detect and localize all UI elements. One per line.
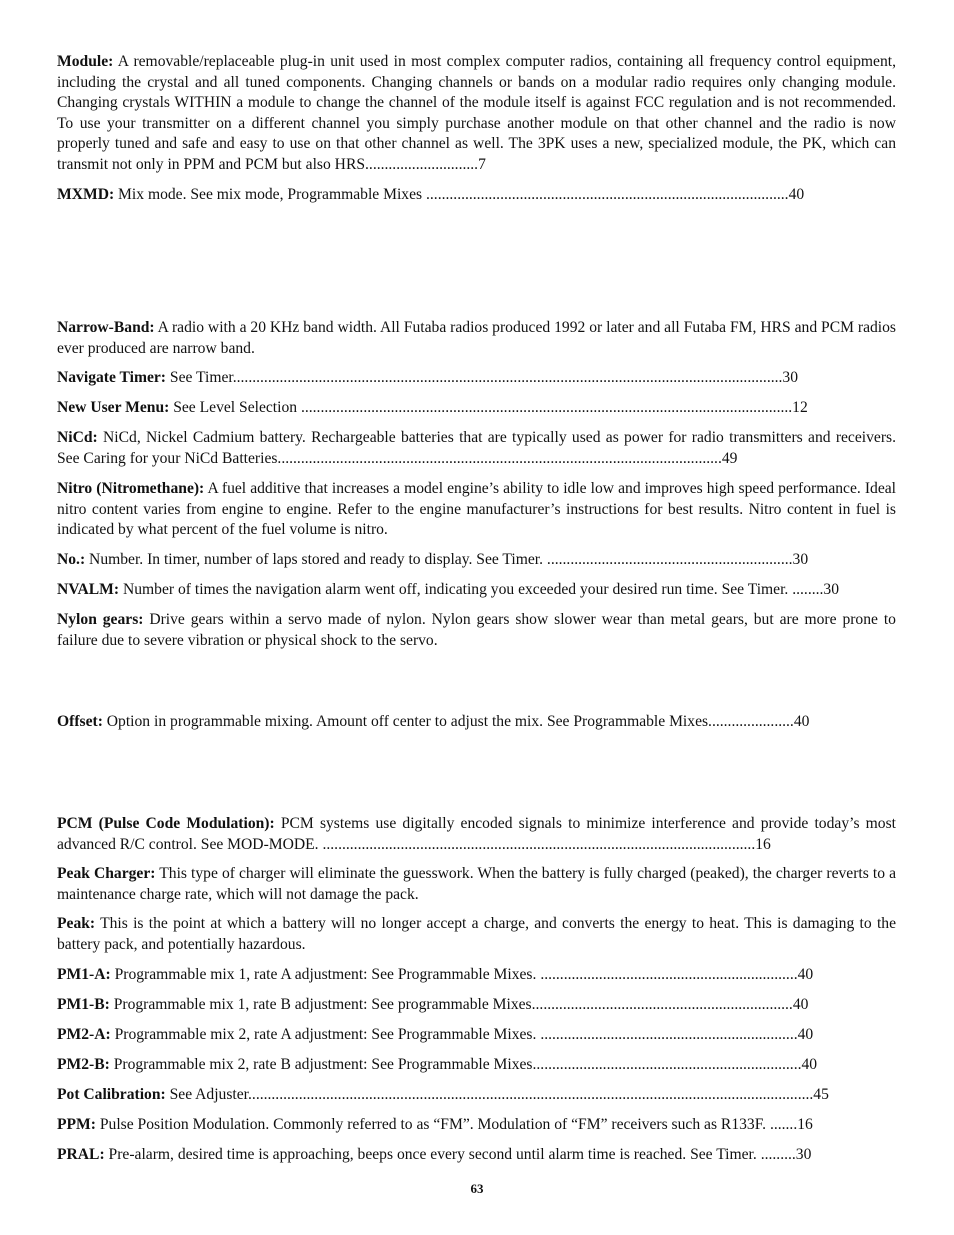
entry-definition: Programmable mix 2, rate A adjustment: See Programmable Mixes. [110,1026,541,1043]
glossary-entry-navigate-timer: Navigate Timer: See Timer.............................................................................................................................................30 [57,369,799,386]
glossary-entry-peak [57,914,896,955]
entry-definition: Programmable mix 2, rate B adjustment: See Programmable Mixes. [109,1056,537,1073]
glossary-entry-pot-calibration: Pot Calibration: See Adjuster.................................................................................................................................................45 [57,1086,829,1103]
entry-page-ref: 40 [797,1026,814,1043]
entry-page-ref: 30 [782,369,799,386]
glossary-entry-nicd: NiCd: NiCd, Nickel Cadmium battery. Rechargeable batteries that are typically used as power for radio transmitters and receivers. See Caring for your NiCd Batteries..................................................................................................................49 [57,429,896,467]
entry-term: PM1-A: [57,966,111,983]
glossary-entry-module: Module: A removable/replaceable plug-in unit used in most complex computer radios, containing all frequency control equipment, including the crystal and all tuned components. Changing channels or bands on a modular radio requires only changing module. Changing crystals WITHIN a module to change the channel of the module itself is against FCC regulation and is not recommended. To use your transmitter on a different channel you simply purchase another module on that other channel and the radio is now properly tuned and safe and easy to use on that other channel as well. The 3PK uses a new, specialized module, the PK, which can transmit not only in PPM and PCM but also HRS.............................7 [57,53,896,173]
entry-page-ref: 49 [721,449,738,467]
entry-page-ref: 16 [797,1116,813,1133]
entry-term: PCM (Pulse Code Modulation): [57,815,275,832]
entry-page-ref: 7 [478,155,486,173]
glossary-entry-peak-charger [57,864,896,905]
entry-term: NVALM: [57,581,120,598]
glossary-entry-pcm: PCM (Pulse Code Modulation): PCM systems use digitally encoded signals to minimize interference and provide today’s most advanced R/C control. See MOD-MODE. ...............................................................................................................16 [57,815,897,853]
entry-term: MXMD: [57,186,115,203]
entry-definition: Pulse Position Modulation. Commonly referred to as “FM”. Modulation of “FM” receivers such as R133F. [95,1116,770,1133]
glossary-entry-no: No.: Number. In timer, number of laps stored and ready to display. See Timer. ...............................................................30 [57,551,809,568]
entry-term: Narrow-Band: [57,319,155,336]
entry-definition: This type of charger will eliminate the guesswork. When the battery is fully charged (peaked), the charger reverts to a maintenance charge rate, which will not damage the pack. [57,865,896,903]
entry-definition: Mix mode. See mix mode, Programmable Mixes [114,186,426,203]
entry-term: PPM: [57,1116,96,1133]
entry-page-ref: 40 [792,996,809,1013]
entry-term: PM1-B: [57,996,110,1013]
entry-definition: NiCd, Nickel Cadmium battery. Rechargeable batteries that are typically used as power for radio transmitters and receivers. See Caring for your NiCd Batteries. [57,429,896,467]
entry-term: PM2-A: [57,1026,111,1043]
entry-term: No.: [57,551,86,568]
entry-definition: A removable/replaceable plug-in unit used in most complex computer radios, containing all frequency control equipment, including the crystal and all tuned components. Changing channels or bands on a modular radio requires only changing module. Changing crystals WITHIN a module to change the channel of the module itself is against FCC regulation and is not recommended. To use your transmitter on a different channel you simply purchase another module on that other channel and the radio is now properly tuned and safe and easy to use on that other channel as well. The 3PK uses a new, specialized module, the PK, which can transmit not only in PPM and PCM but also HRS [57,53,896,173]
entry-definition: A fuel additive that increases a model engine’s ability to idle low and improves high speed performance. Ideal nitro content varies from engine to engine. Refer to the engine manufacturer’s instructions for best results. Nitro content in fuel is indicated by what percent of the fuel volume is nitro. [57,480,896,539]
entry-definition: Option in programmable mixing. Amount off center to adjust the mix. See Programmable Mixes. [102,713,712,730]
entry-page-ref: 12 [792,399,808,416]
entry-term: Offset: [57,713,103,730]
glossary-entry-new-user-menu: New User Menu: See Level Selection ..............................................................................................................................12 [57,399,808,416]
entry-page-ref: 40 [797,966,814,983]
entry-page-ref: 30 [823,581,839,598]
entry-page-ref: 40 [788,186,805,203]
entry-definition: Pre-alarm, desired time is approaching, beeps once every second until alarm time is reached. See Timer. [104,1146,761,1163]
glossary-entry-nvalm: NVALM: Number of times the navigation alarm went off, indicating you exceeded your desired run time. See Timer. ........30 [57,581,839,598]
entry-definition: See Level Selection [169,399,301,416]
glossary-entry-narrow-band [57,318,896,359]
glossary-entry-nitro [57,479,896,541]
page-number: 63 [470,1181,484,1196]
entry-term: Pot Calibration: [57,1086,166,1103]
entry-definition: Programmable mix 1, rate B adjustment: See programmable Mixes. [109,996,536,1013]
entry-term: Peak Charger: [57,865,156,882]
entry-definition: Number of times the navigation alarm went off, indicating you exceeded your desired run time. See Timer. [119,581,793,598]
entry-term: Nylon gears: [57,611,144,628]
entry-term: Nitro (Nitromethane): [57,480,205,497]
entry-term: PM2-B: [57,1056,110,1073]
glossary-entry-offset: Offset: Option in programmable mixing. Amount off center to adjust the mix. See Programmable Mixes......................40 [57,713,810,730]
glossary-entry-nylon-gears [57,610,896,651]
entry-term: Navigate Timer: [57,369,166,386]
entry-page-ref: 30 [792,551,809,568]
entry-definition: Number. In timer, number of laps stored and ready to display. See Timer. [85,551,547,568]
entry-definition: Drive gears within a servo made of nylon. Nylon gears show slower wear than metal gears, but are more prone to failure due to severe vibration or physical shock to the servo. [57,611,896,649]
glossary-entry-pral: PRAL: Pre-alarm, desired time is approaching, beeps once every second until alarm time is reached. See Timer. .........30 [57,1146,812,1163]
glossary-entry-pm2-a: PM2-A: Programmable mix 2, rate A adjustment: See Programmable Mixes. ..................................................................40 [57,1026,814,1043]
glossary-entry-pm1-a: PM1-A: Programmable mix 1, rate A adjustment: See Programmable Mixes. ..................................................................40 [57,966,814,983]
entry-definition: PCM systems use digitally encoded signals to minimize interference and provide today’s most advanced R/C control. See MOD-MODE. [57,815,897,853]
entry-page-ref: 30 [795,1146,812,1163]
entry-definition: Programmable mix 1, rate A adjustment: See Programmable Mixes. [110,966,541,983]
entry-definition: A radio with a 20 KHz band width. All Futaba radios produced 1992 or later and all Futaba FM, HRS and PCM radios ever produced are narrow band. [57,319,896,357]
entry-page-ref: 16 [755,835,771,853]
entry-page-ref: 40 [801,1056,818,1073]
entry-term: Module: [57,53,114,70]
entry-term: NiCd: [57,429,98,446]
entry-definition: This is the point at which a battery will no longer accept a charge, and converts the energy to heat. This is damaging to the battery pack, and potentially hazardous. [57,915,896,953]
entry-term: New User Menu: [57,399,170,416]
entry-definition: See Adjuster [165,1086,249,1103]
entry-page-ref: 40 [793,713,810,730]
glossary-entry-mxmd: MXMD: Mix mode. See mix mode, Programmable Mixes .............................................................................................40 [57,186,805,203]
entry-term: Peak: [57,915,96,932]
entry-term: PRAL: [57,1146,105,1163]
entry-page-ref: 45 [813,1086,829,1103]
glossary-entry-pm1-b: PM1-B: Programmable mix 1, rate B adjustment: See programmable Mixes...................................................................40 [57,996,809,1013]
glossary-entry-ppm: PPM: Pulse Position Modulation. Commonly referred to as “FM”. Modulation of “FM” receivers such as R133F. .......16 [57,1116,813,1133]
entry-definition: See Timer [166,369,233,386]
glossary-entry-pm2-b: PM2-B: Programmable mix 2, rate B adjustment: See Programmable Mixes.....................................................................40 [57,1056,818,1073]
